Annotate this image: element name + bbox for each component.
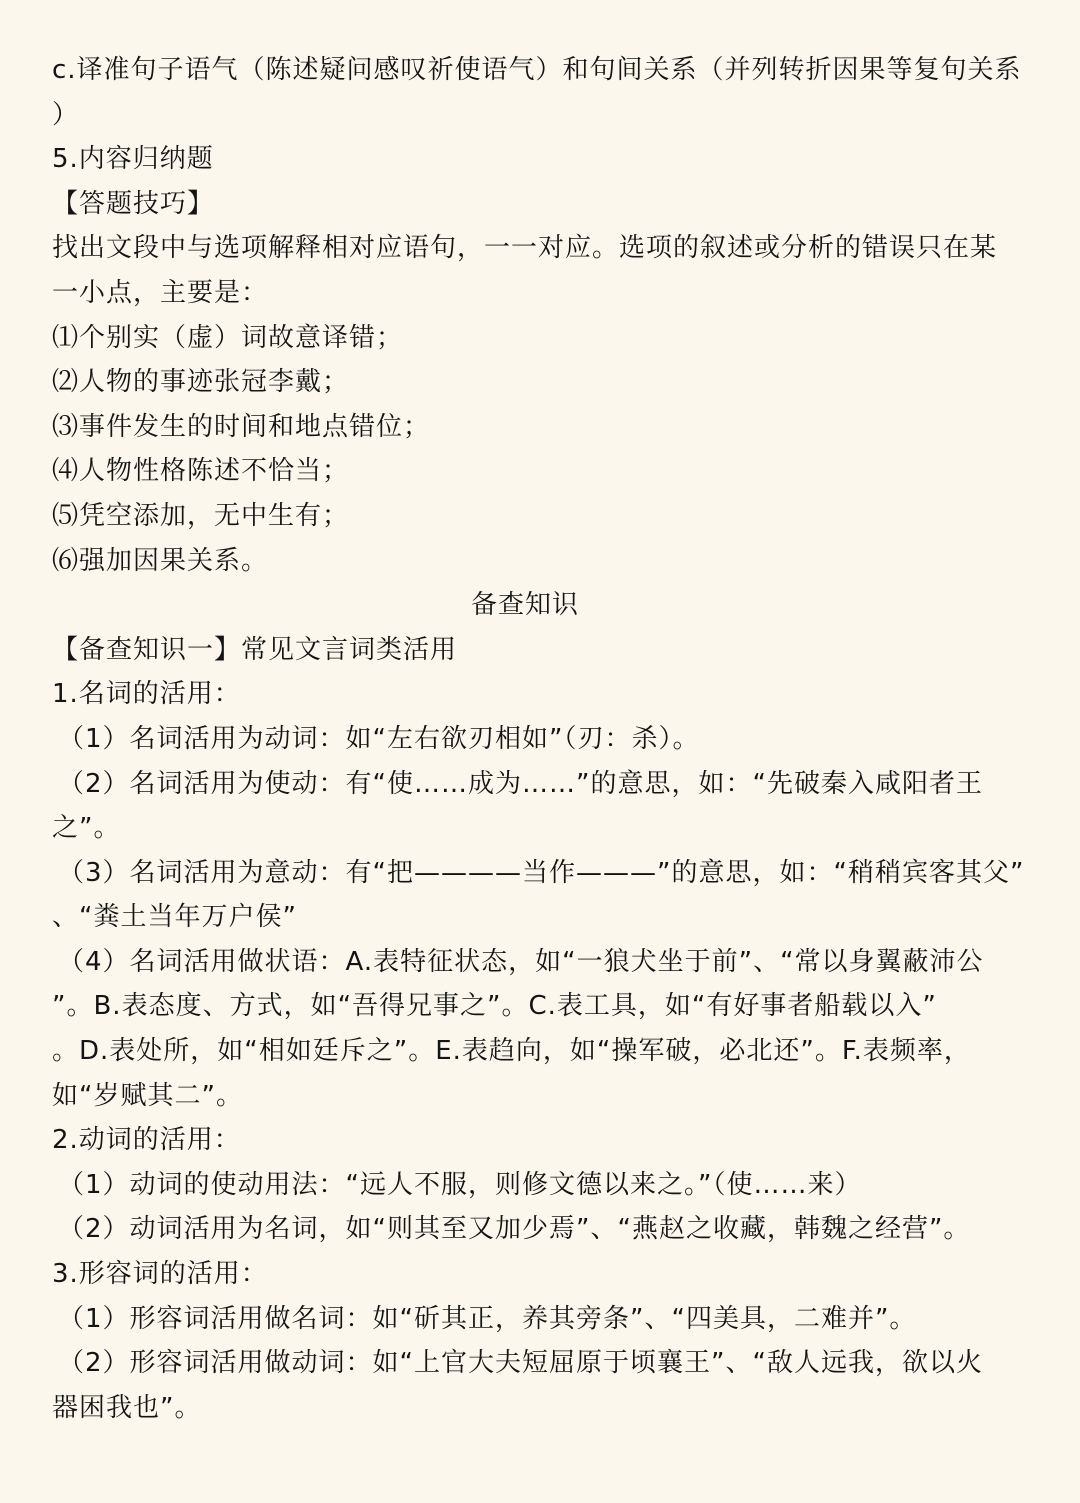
list-item: ⑴个别实（虚）词故意译错； <box>52 322 404 353</box>
section-heading: 2.动词的活用： <box>52 1125 241 1156</box>
text-line: （1）形容词活用做名词：如“斫其正，养其旁条”、“四美具，二难并”。 <box>58 1303 917 1334</box>
subheading: 【答题技巧】 <box>52 188 215 219</box>
list-item: ⑵人物的事迹张冠李戴； <box>52 367 350 398</box>
text-line: ） <box>52 99 80 130</box>
text-line: （2）名词活用为使动：有“使……成为……”的意思，如：“先破秦入咸阳者王 <box>58 768 983 799</box>
list-item: ⑸凭空添加，无中生有； <box>52 500 350 531</box>
text-line: 如“岁赋其二”。 <box>52 1080 243 1111</box>
section-heading: 3.形容词的活用： <box>52 1259 268 1290</box>
list-item: ⑷人物性格陈述不恰当； <box>52 456 350 487</box>
text-line: （1）名词活用为动词：如“左右欲刃相如”（刃：杀）。 <box>58 723 700 754</box>
section-heading: 1.名词的活用： <box>52 679 241 710</box>
page-section-title: 备查知识 <box>470 590 579 621</box>
section-heading: 5.内容归纳题 <box>52 144 214 175</box>
text-line: 找出文段中与选项解释相对应语句，一一对应。选项的叙述或分析的错误只在某 <box>52 233 998 264</box>
text-line: 。D.表处所，如“相如廷斥之”。E.表趋向，如“操军破，必北还”。F.表频率， <box>52 1036 971 1067</box>
text-line: （2）动词活用为名词，如“则其至又加少焉”、“燕赵之收藏，韩魏之经营”。 <box>58 1214 971 1245</box>
subheading: 【备查知识一】常见文言词类活用 <box>52 634 458 665</box>
text-line: c.译准句子语气（陈述疑问感叹祈使语气）和句间关系（并列转折因果等复句关系 <box>52 55 1022 85</box>
text-line: （3）名词活用为意动：有“把————当作———”的意思，如：“稍稍宾客其父” <box>58 857 1025 888</box>
list-item: ⑹强加因果关系。 <box>52 545 269 576</box>
list-item: ⑶事件发生的时间和地点错位； <box>52 411 431 442</box>
text-line: 之”。 <box>52 813 121 844</box>
text-line: 一小点，主要是： <box>52 277 269 308</box>
text-line: （4）名词活用做状语：A.表特征状态，如“一狼犬坐于前”、“常以身翼蔽沛公 <box>58 946 984 977</box>
text-line: （1）动词的使动用法：“远人不服，则修文德以来之。”（使……来） <box>58 1169 862 1200</box>
text-line: ”。B.表态度、方式，如“吾得兄事之”。C.表工具，如“有好事者船载以入” <box>52 991 937 1022</box>
text-line: 器困我也”。 <box>52 1392 202 1423</box>
text-line: （2）形容词活用做动词：如“上官大夫短屈原于顷襄王”、“敌人远我，欲以火 <box>58 1348 983 1379</box>
text-line: 、“粪土当年万户侯” <box>52 902 297 933</box>
